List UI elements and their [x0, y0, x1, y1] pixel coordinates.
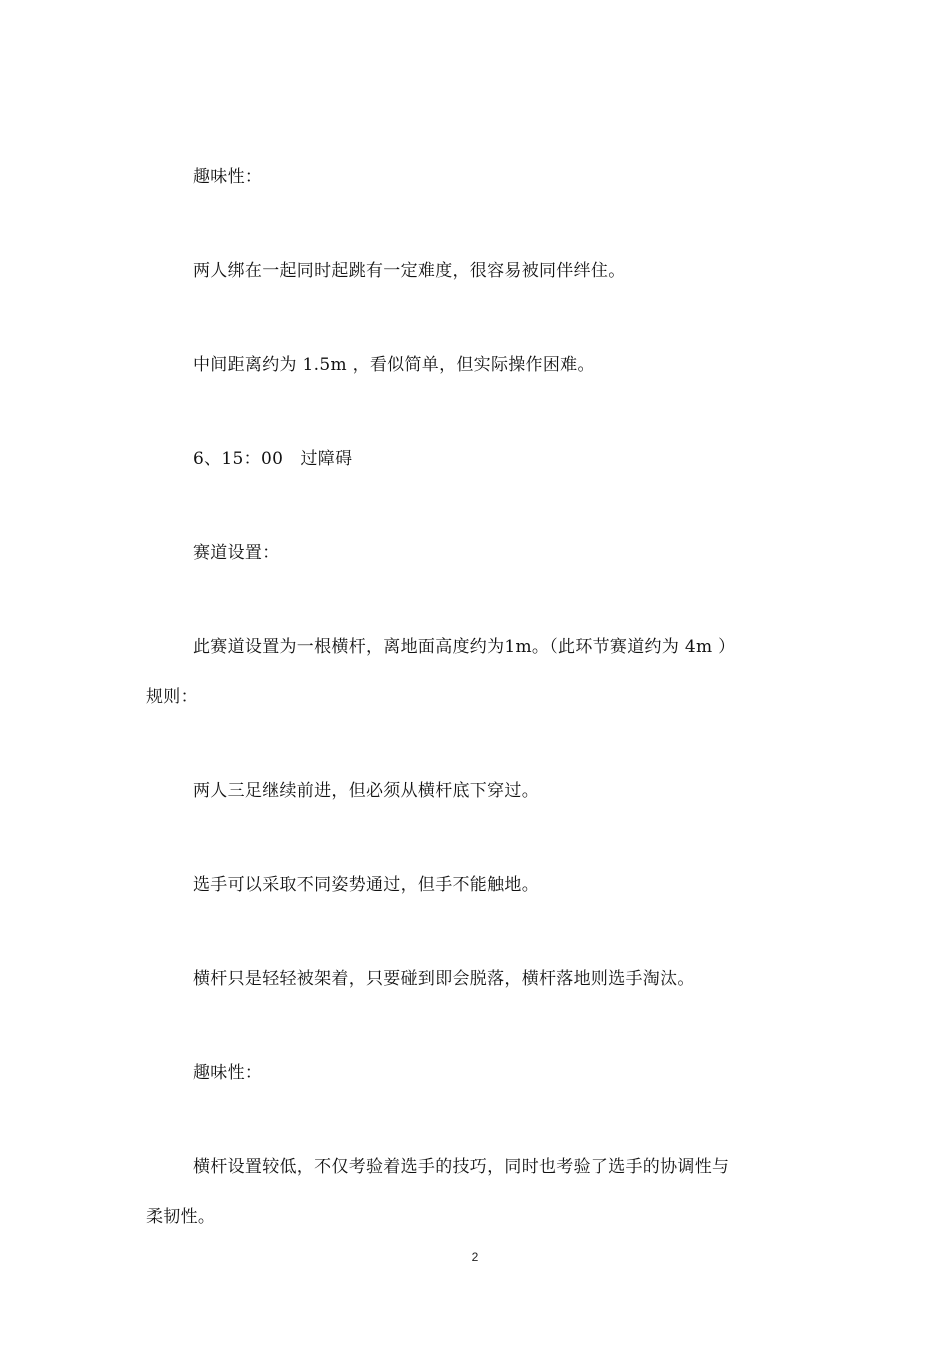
paragraph-rule-2: 选手可以采取不同姿势通过，但手不能触地。 — [193, 875, 539, 895]
paragraph-rule-1: 两人三足继续前进，但必须从横杆底下穿过。 — [193, 781, 539, 801]
page-number: 2 — [471, 1250, 479, 1264]
paragraph-fun-desc-1: 两人绑在一起同时起跳有一定难度，很容易被同伴绊住。 — [193, 261, 626, 281]
paragraph-fun-heading-2: 趣味性： — [193, 1063, 263, 1083]
paragraph-track-heading: 赛道设置： — [193, 543, 280, 563]
paragraph-fun-heading-1: 趣味性： — [193, 167, 263, 187]
paragraph-fun-desc-2: 横杆设置较低，不仅考验着选手的技巧，同时也考验了选手的协调性与 — [193, 1157, 730, 1177]
paragraph-track-desc: 此赛道设置为一根横杆，离地面高度约为1m。（此环节赛道约为 4m ） — [193, 637, 736, 657]
section-heading-obstacle: 6、15：00 过障碍 — [193, 449, 353, 469]
paragraph-fun-desc-2-continued: 柔韧性。 — [146, 1207, 216, 1227]
paragraph-rule-3: 横杆只是轻轻被架着，只要碰到即会脱落，横杆落地则选手淘汰。 — [193, 969, 695, 989]
paragraph-distance: 中间距离约为 1.5m ，看似简单，但实际操作困难。 — [193, 355, 595, 375]
paragraph-rules-heading: 规则： — [146, 687, 198, 707]
